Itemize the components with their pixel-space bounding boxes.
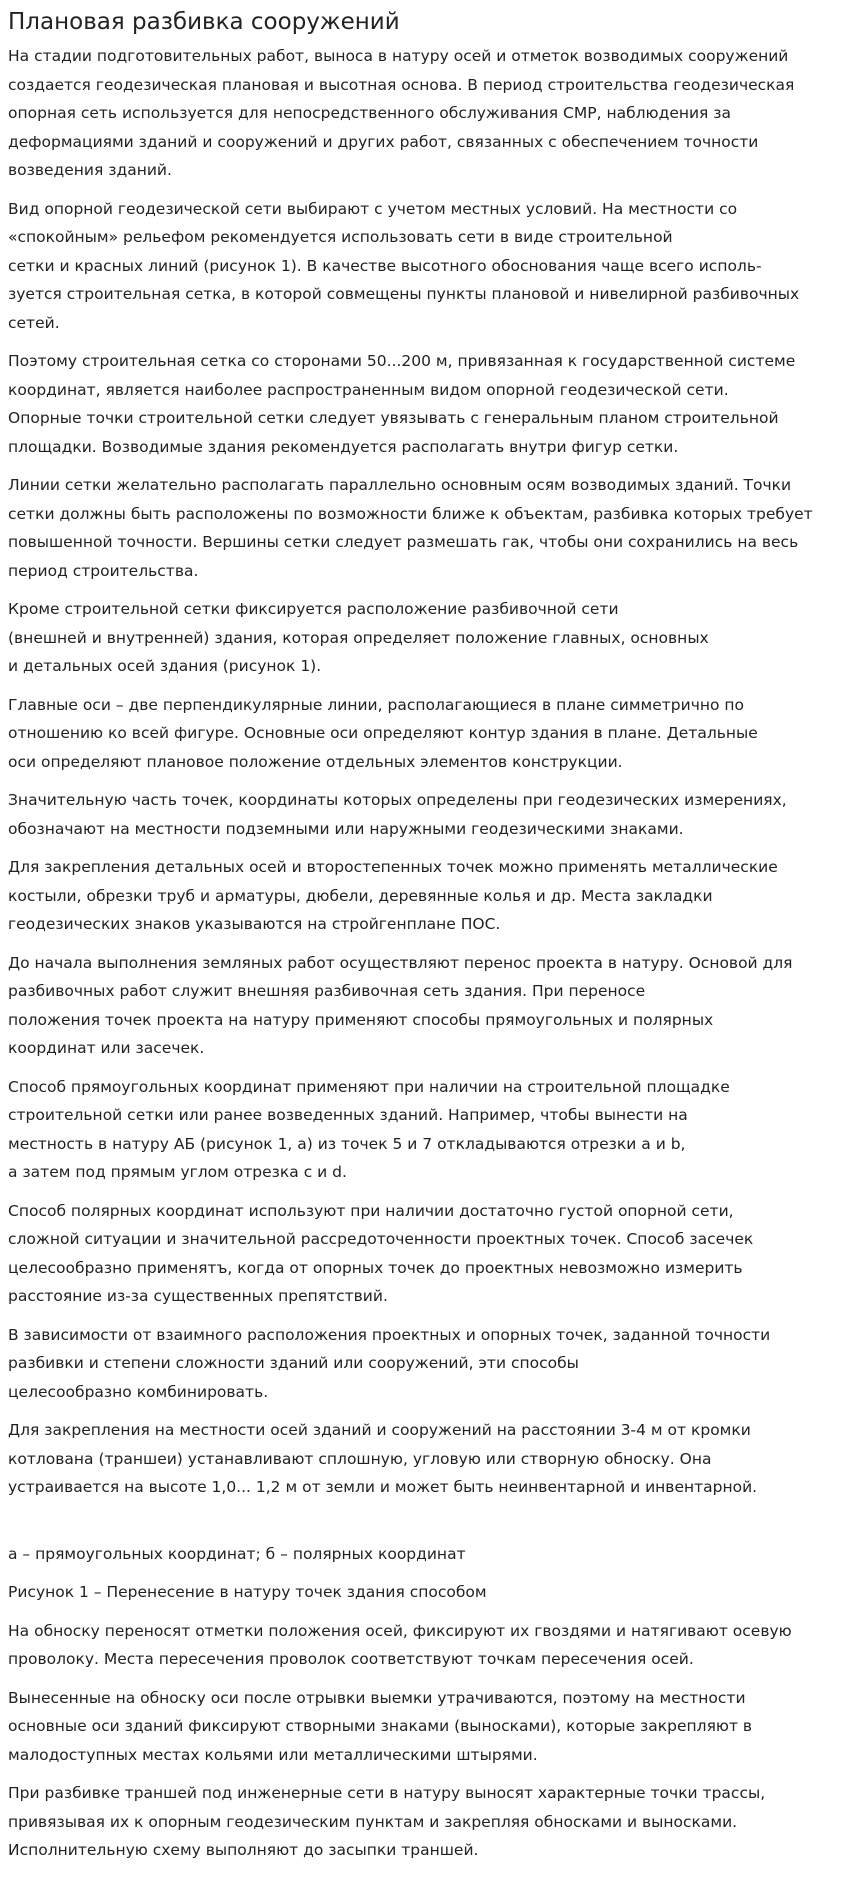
paragraph-12: В зависимости от взаимного расположения проектных и опорных точек, заданной точности разбивки и степени сложности зданий или сооружений, эти способы целесообразно комбинировать. [8,1325,771,1401]
paragraph-5: Кроме строительной сетки фиксируется расположение разбивочной сети (внешней и внутренней) здания, которая определяет положение главных, основных и детальных осей здания (рисунок 1). [8,600,709,675]
paragraph-4: Линии сетки желательно располагать параллельно основным осям возводимых зданий. Точки сетки должны быть расположены по возможности ближе к объектам, разбивка которых требует повышенной точности. Вершины сетки следует размешать гак, чтобы они сохранились на весь период строительства. [8,476,813,580]
page-title: Плановая разбивка сооружений [8,9,400,35]
paragraph-6: Главные оси – две перпендикулярные линии, располагающиеся в плане симметрично по отношению ко всей фигуре. Основные оси определяют контур здания в плане. Детальные оси определяют плановое положение отдельных элементов конструкции. [8,695,758,771]
paragraph-10: Способ прямоугольных координат применяют при наличии на строительной площадке строительной сетки или ранее возведенных зданий. Например, чтобы вынести на местность в натуру АБ (рисунок 1, а) из точек 5 и 7 откладываются отрезки а и b, а затем под прямым углом отрезка с и d. [8,1077,730,1181]
paragraph-11: Способ полярных координат используют при наличии достаточно густой опорной сети, сложной ситуации и значительной рассредоточенности проектных точек. Способ засечек целесообразно применятъ, когда от опорных точек до проектных невозможно измерить расстояние из-за существенных препятствий. [8,1201,754,1305]
paragraph-16: При разбивке траншей под инженерные сети в натуру выносят характерные точки трассы, привязывая их к опорным геодезическим пунктам и закрепляя обносками и выносками. Исполнительную схему выполняют до засыпки траншей. [8,1784,766,1859]
figure-caption-legend: а – прямоугольных координат; б – полярных координат [8,1544,466,1563]
figure-placeholder [8,1512,839,1540]
paragraph-2: Вид опорной геодезической сети выбирают с учетом местных условий. На местности со «спокойным» рельефом рекомендуется использовать сети в виде строительной сетки и красных линий (рисунок 1). В качестве высотного обоснования чаще всего исполь- зуется строительная сетка, в которой совмещены пункты плановой и нивелирной разбивочных сетей. [8,199,800,332]
figure-caption-title: Рисунок 1 – Перенесение в натуру точек здания способом [8,1583,487,1601]
paragraph-1: На стадии подготовительных работ, выноса в натуру осей и отметок возводимых сооружений создается геодезическая плановая и высотная основа. В период строительства геодезическая опорная сеть используется для непосредственного обслуживания СМР, наблюдения за деформациями зданий и сооружений и других работ, связанных с обеспечением точности возведения зданий. [8,47,795,179]
paragraph-13: Для закрепления на местности осей зданий и сооружений на расстоянии 3-4 м от кромки котлована (траншеи) устанавливают сплошную, угловую или створную обноску. Она устраивается на высоте 1,0... 1,2 м от земли и может быть неинвентарной и инвентарной. [8,1421,758,1496]
paragraph-14: На обноску переносят отметки положения осей, фиксируют их гвоздями и натягивают осевую проволоку. Места пересечения проволок соответствуют точкам пересечения осей. [8,1621,792,1668]
paragraph-7: Значительную часть точек, координаты которых определены при геодезических измерениях, обозначают на местности подземными или наружными геодезическими знаками. [8,791,787,838]
paragraph-8: Для закрепления детальных осей и второстепенных точек можно применять металлические костыли, обрезки труб и арматуры, дюбели, деревянные колья и др. Места закладки геодезических знаков указываются на стройгенплане ПОС. [8,858,778,933]
paragraph-3: Поэтому строительная сетка со сторонами 50...200 м, привязанная к государственной системе координат, является наиболее распространенным видом опорной геодезической сети. Опорные точки строительной сетки следует увязывать с генеральным планом строительной площадки. Возводимые здания рекомендуется располагать внутри фигур сетки. [8,352,796,456]
paragraph-15: Вынесенные на обноску оси после отрывки выемки утрачиваются, поэтому на местности основные оси зданий фиксируют створными знаками (выносками), которые закрепляют в малодоступных местах кольями или металлическими штырями. [8,1688,753,1764]
paragraph-9: До начала выполнения земляных работ осуществляют перенос проекта в натуру. Основой для разбивочных работ служит внешняя разбивочная сеть здания. При переносе положения точек проекта на натуру применяют способы прямоугольных и полярных координат или засечек. [8,953,793,1057]
